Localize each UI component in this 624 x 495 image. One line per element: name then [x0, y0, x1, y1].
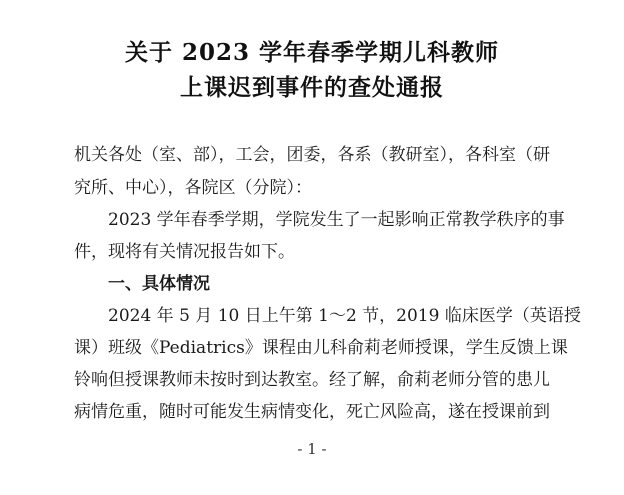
section-heading: 一、具体情况 — [108, 274, 210, 294]
document-title-line-2: 上课迟到事件的查处通报 — [180, 74, 444, 101]
intro-paragraph-line-1: 2023 学年春季学期，学院发生了一起影响正常教学秩序的事 — [108, 210, 565, 230]
body-paragraph-line-2: 课）班级《Pediatrics》课程由儿科俞莉老师授课，学生反馈上课 — [74, 338, 568, 358]
page-number: - 1 - — [297, 440, 327, 458]
body-paragraph-line-3: 铃响但授课教师未按时到达教室。经了解，俞莉老师分管的患儿 — [74, 370, 550, 390]
addressee-line-2: 究所、中心），各院区（分院）： — [74, 178, 312, 198]
addressee-line-1: 机关各处（室、部），工会，团委，各系（教研室），各科室（研 — [74, 145, 550, 165]
intro-paragraph-line-2: 件，现将有关情况报告如下。 — [74, 242, 295, 262]
document-title-line-1: 关于 2023 学年春季学期儿科教师 — [124, 39, 500, 66]
body-paragraph-line-1: 2024 年 5 月 10 日上午第 1～2 节，2019 临床医学（英语授 — [108, 306, 581, 326]
body-paragraph-line-4: 病情危重，随时可能发生病情变化，死亡风险高，遂在授课前到 — [74, 402, 550, 422]
